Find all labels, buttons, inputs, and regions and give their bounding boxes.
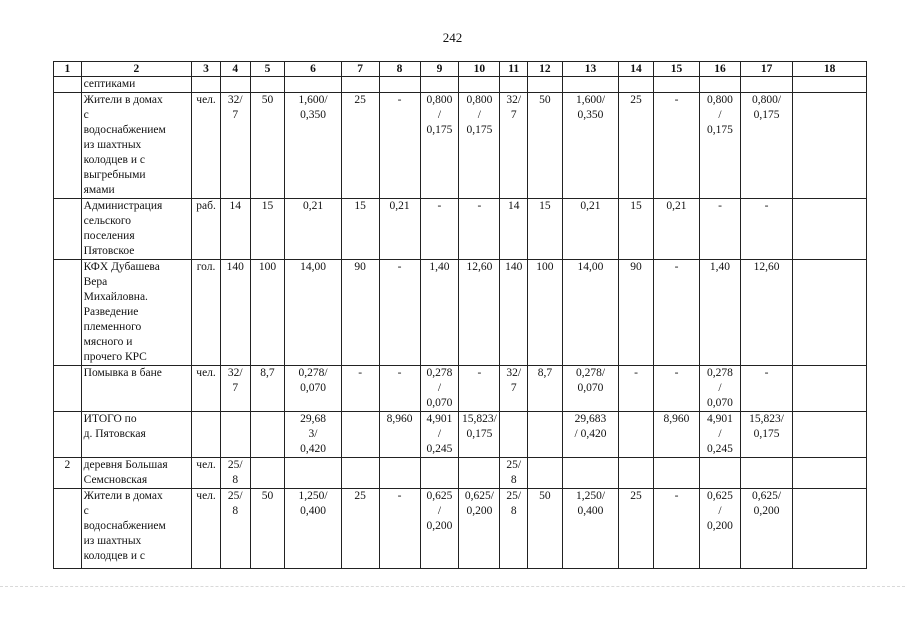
table-cell: 25 (341, 489, 379, 569)
table-cell: 0,278 / 0,070 (700, 366, 741, 412)
header-cell: 10 (459, 62, 500, 77)
table-cell: - (700, 199, 741, 260)
table-cell (250, 412, 285, 458)
table-row (54, 93, 867, 199)
row-label-cell: ИТОГО по д. Пятовская (81, 412, 192, 458)
table-cell (793, 489, 867, 569)
table-cell: 0,625/ 0,200 (740, 489, 792, 569)
table-cell (341, 458, 379, 489)
table-cell: 0,21 (562, 199, 618, 260)
table-cell: 25/ 8 (500, 458, 528, 489)
table-cell: 1,250/ 0,400 (562, 489, 618, 569)
table-cell (54, 366, 82, 412)
header-cell: 11 (500, 62, 528, 77)
table-cell (793, 93, 867, 199)
table-cell: 0,800 / 0,175 (700, 93, 741, 199)
table-cell: 0,278/ 0,070 (562, 366, 618, 412)
table-cell (619, 458, 654, 489)
table-cell: гол. (192, 260, 221, 366)
table-cell: 25 (619, 489, 654, 569)
table-cell: 140 (500, 260, 528, 366)
table-cell (54, 412, 82, 458)
table-cell (793, 458, 867, 489)
table-cell: - (379, 260, 420, 366)
row-label-cell: септиками (81, 77, 192, 93)
table-cell (285, 458, 341, 489)
header-cell: 6 (285, 62, 341, 77)
table-cell (700, 458, 741, 489)
table-cell: 1,40 (700, 260, 741, 366)
header-cell: 3 (192, 62, 221, 77)
table-cell: 4,901 / 0,245 (700, 412, 741, 458)
table-cell (420, 77, 459, 93)
table-cell (420, 458, 459, 489)
table-cell (653, 458, 699, 489)
table-cell: 15 (619, 199, 654, 260)
table-cell: 0,625 / 0,200 (700, 489, 741, 569)
table-cell: 14 (500, 199, 528, 260)
table-cell: 29,683 / 0,420 (562, 412, 618, 458)
table-cell (54, 77, 82, 93)
table-cell: чел. (192, 366, 221, 412)
header-cell: 18 (793, 62, 867, 77)
header-row (54, 62, 867, 77)
header-cell: 12 (528, 62, 563, 77)
table-cell (793, 77, 867, 93)
table-cell: - (740, 199, 792, 260)
table-cell: 0,21 (379, 199, 420, 260)
table-cell: - (379, 93, 420, 199)
table-cell: - (379, 366, 420, 412)
table-cell: 8,7 (528, 366, 563, 412)
table-cell (793, 366, 867, 412)
table-cell (54, 93, 82, 199)
table-row (54, 489, 867, 569)
table-cell: 14 (220, 199, 250, 260)
row-label-cell: КФХ Дубашева Вера Михайловна. Разведение племенного мясного и прочего КРС (81, 260, 192, 366)
table-row (54, 199, 867, 260)
header-cell: 8 (379, 62, 420, 77)
header-cell: 4 (220, 62, 250, 77)
table-cell: 15,823/ 0,175 (459, 412, 500, 458)
table-cell: 0,800/ 0,175 (740, 93, 792, 199)
table-cell (341, 412, 379, 458)
table-cell: 32/ 7 (220, 366, 250, 412)
table-cell: 12,60 (740, 260, 792, 366)
table-cell: - (459, 366, 500, 412)
table-cell (54, 260, 82, 366)
row-label-cell: Администрация сельского поселения Пятовское (81, 199, 192, 260)
table-cell (220, 412, 250, 458)
table-cell: - (379, 489, 420, 569)
table-cell: 1,250/ 0,400 (285, 489, 341, 569)
table-cell (379, 458, 420, 489)
table-cell: 140 (220, 260, 250, 366)
row-label-cell: Помывка в бане (81, 366, 192, 412)
table-cell: 0,21 (285, 199, 341, 260)
table-cell (793, 199, 867, 260)
table-cell: 100 (250, 260, 285, 366)
table-cell (500, 77, 528, 93)
table-row (54, 458, 867, 489)
table-cell: 1,600/ 0,350 (562, 93, 618, 199)
table-cell: 1,40 (420, 260, 459, 366)
table-cell (341, 77, 379, 93)
table-cell: 32/ 7 (500, 366, 528, 412)
header-cell: 15 (653, 62, 699, 77)
header-cell: 14 (619, 62, 654, 77)
table-cell (54, 199, 82, 260)
table-cell: 1,600/ 0,350 (285, 93, 341, 199)
table-cell: 0,625 / 0,200 (420, 489, 459, 569)
table-cell: 14,00 (562, 260, 618, 366)
table-cell (220, 77, 250, 93)
table-cell: 14,00 (285, 260, 341, 366)
table-cell (740, 458, 792, 489)
table-cell: 90 (619, 260, 654, 366)
table-cell: чел. (192, 458, 221, 489)
table-cell: 0,800 / 0,175 (420, 93, 459, 199)
table-cell (459, 458, 500, 489)
table-cell: 0,800 / 0,175 (459, 93, 500, 199)
table-cell (528, 458, 563, 489)
table-row (54, 260, 867, 366)
table-cell: 90 (341, 260, 379, 366)
table-cell: 25/ 8 (220, 458, 250, 489)
table-cell (562, 458, 618, 489)
table-cell (54, 489, 82, 569)
table-row (54, 412, 867, 458)
table-cell (793, 260, 867, 366)
table-cell (500, 412, 528, 458)
table-cell: 50 (528, 93, 563, 199)
table-cell (379, 77, 420, 93)
header-cell: 16 (700, 62, 741, 77)
table-cell (619, 412, 654, 458)
table-cell: - (653, 93, 699, 199)
table-cell: - (653, 260, 699, 366)
table-cell: 15 (341, 199, 379, 260)
table-cell: 25/ 8 (500, 489, 528, 569)
table-cell: 29,68 3/ 0,420 (285, 412, 341, 458)
table-cell (528, 412, 563, 458)
table-cell: 32/ 7 (220, 93, 250, 199)
header-cell: 7 (341, 62, 379, 77)
table-cell: 15 (250, 199, 285, 260)
table-cell: - (653, 366, 699, 412)
header-cell: 1 (54, 62, 82, 77)
table-cell: 25/ 8 (220, 489, 250, 569)
table-cell: 12,60 (459, 260, 500, 366)
table-cell: 100 (528, 260, 563, 366)
table-cell (653, 77, 699, 93)
table-cell: - (653, 489, 699, 569)
table-cell: 15,823/ 0,175 (740, 412, 792, 458)
table-cell: 0,21 (653, 199, 699, 260)
table-cell: 2 (54, 458, 82, 489)
table-cell (700, 77, 741, 93)
table-cell: 50 (250, 489, 285, 569)
table-cell: - (619, 366, 654, 412)
page-number: 242 (442, 30, 463, 45)
header-cell: 13 (562, 62, 618, 77)
table-row (54, 366, 867, 412)
table-cell: чел. (192, 93, 221, 199)
table-cell (250, 77, 285, 93)
table-cell: 8,960 (653, 412, 699, 458)
table-cell: - (459, 199, 500, 260)
table-cell: 8,7 (250, 366, 285, 412)
row-label-cell: Жители в домах с водоснабжением из шахтных колодцев и с (81, 489, 192, 569)
table-cell (740, 77, 792, 93)
table-cell (192, 77, 221, 93)
table-row (54, 77, 867, 93)
row-label-cell: деревня Большая Семсновская (81, 458, 192, 489)
table-cell: 15 (528, 199, 563, 260)
row-label-cell: Жители в домах с водоснабжением из шахтных колодцев и с выгребными ямами (81, 93, 192, 199)
table-cell: чел. (192, 489, 221, 569)
table-cell: 8,960 (379, 412, 420, 458)
table-cell (619, 77, 654, 93)
table-cell: 0,278 / 0,070 (420, 366, 459, 412)
table-cell: 32/ 7 (500, 93, 528, 199)
table-cell (459, 77, 500, 93)
table-cell: - (740, 366, 792, 412)
table-cell: 0,625/ 0,200 (459, 489, 500, 569)
table-cell: - (341, 366, 379, 412)
table-cell: - (420, 199, 459, 260)
data-table (53, 61, 867, 569)
table-cell: 50 (528, 489, 563, 569)
table-cell: 25 (619, 93, 654, 199)
table-cell (793, 412, 867, 458)
scan-edge-dots (0, 586, 905, 588)
header-cell: 9 (420, 62, 459, 77)
table-cell: 4,901 / 0,245 (420, 412, 459, 458)
table-cell (562, 77, 618, 93)
table-cell: раб. (192, 199, 221, 260)
table-cell (250, 458, 285, 489)
table-cell: 25 (341, 93, 379, 199)
table-cell: 50 (250, 93, 285, 199)
table-cell (528, 77, 563, 93)
table-cell (192, 412, 221, 458)
header-cell: 17 (740, 62, 792, 77)
header-cell: 2 (81, 62, 192, 77)
header-cell: 5 (250, 62, 285, 77)
table-cell (285, 77, 341, 93)
table-cell: 0,278/ 0,070 (285, 366, 341, 412)
